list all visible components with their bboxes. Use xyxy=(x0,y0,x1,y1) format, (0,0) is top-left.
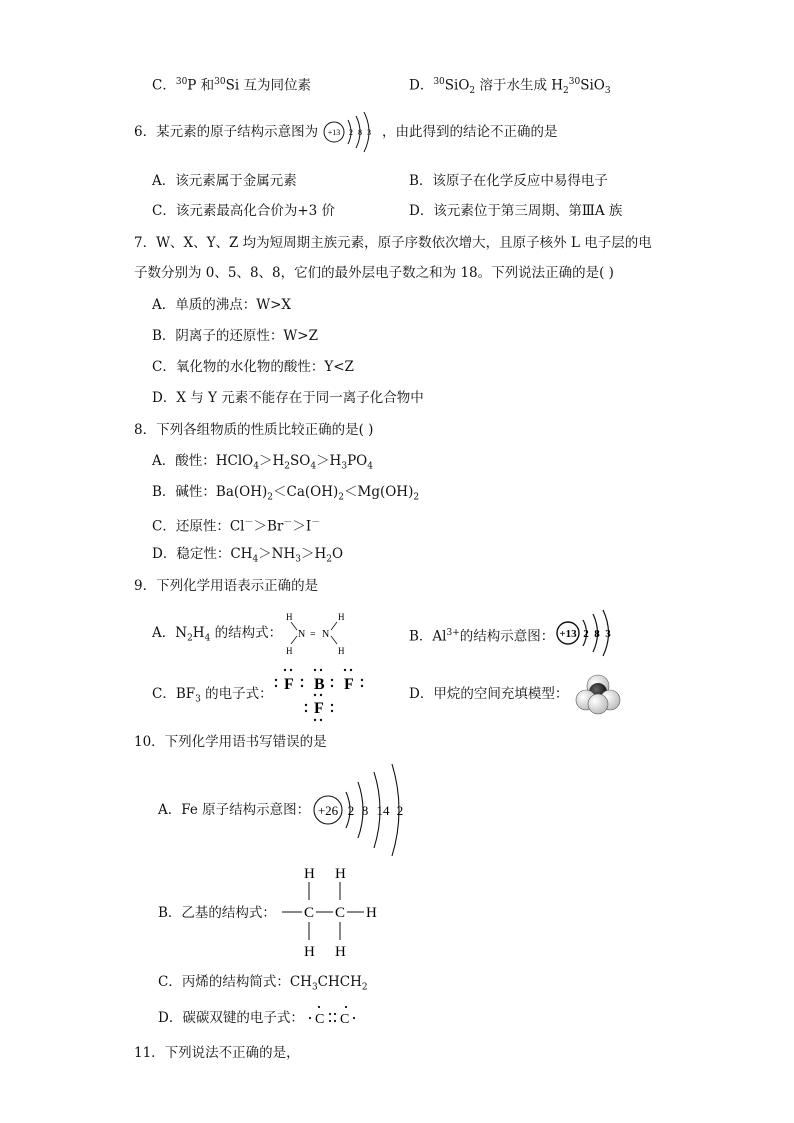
q9-option-d: D．甲烷的空间充填模型： xyxy=(409,686,569,702)
q6-shell-1: 2 xyxy=(349,128,353,137)
q9-bf3-electron-formula xyxy=(270,665,370,723)
q9-al3-ion-diagram xyxy=(554,608,618,658)
q9b-shell-1: 2 xyxy=(583,628,589,640)
q9a-atom-h2: H xyxy=(286,646,293,656)
q10b-atom-h2: H xyxy=(335,866,346,882)
q9c-atom-f3: F xyxy=(314,700,324,717)
q10-option-a: A．Fe 原子结构示意图： xyxy=(158,802,311,818)
q9b-shell-2: 8 xyxy=(594,628,600,640)
q9-stem: 9．下列化学用语表示正确的是 xyxy=(134,578,319,594)
q6-stem-post: ，由此得到的结论不正确的是 xyxy=(382,124,558,140)
q9a-atom-h1: H xyxy=(286,612,293,622)
q9a-atom-h3: H xyxy=(338,612,345,622)
q11-stem: 11．下列说法不正确的是， xyxy=(134,1045,300,1061)
q6-nucleus: +13 xyxy=(327,128,341,137)
q9-option-a: A．$N_2H_4$ 的结构式： xyxy=(152,625,283,644)
q10-option-c: C．丙烯的结构简式：$CH_3CHCH_2$ xyxy=(158,974,368,993)
q8-option-d: D．稳定性：$CH_4>NH_3>H_2O$ xyxy=(152,546,344,565)
q6-option-b: B．该原子在化学反应中易得电子 xyxy=(409,173,608,189)
q10a-shell-1: 2 xyxy=(347,803,355,818)
q10-cc-double-bond-electron-formula xyxy=(306,1003,366,1029)
q7-stem-line1: 7．W、X、Y、Z 均为短周期主族元素，原子序数依次增大，且原子核外 L 电子层的电 xyxy=(134,235,652,251)
q10b-atom-h3: H xyxy=(304,944,315,960)
q6-atom-diagram xyxy=(322,112,380,156)
q10a-shell-4: 2 xyxy=(396,803,404,818)
q6-shell-2: 8 xyxy=(358,128,362,137)
q6-shell-3: 3 xyxy=(367,128,371,137)
q8-stem: 8．下列各组物质的性质比较正确的是( ) xyxy=(134,422,374,438)
q9b-nucleus: +13 xyxy=(559,628,577,640)
q7-option-d: D．X 与 Y 元素不能存在于同一离子化合物中 xyxy=(152,390,424,406)
q10-ethyl-structure xyxy=(280,862,390,960)
q8-option-a: A．酸性：$HClO_4>H_2SO_4>H_3PO_4$ xyxy=(152,453,373,472)
q5-option-d: D．$^{30}$SiO$_2$ 溶于水生成 $H_2^{30}SiO_3$ xyxy=(409,77,611,97)
q10d-atom-c1: C xyxy=(315,1012,325,1027)
q10b-atom-h4: H xyxy=(335,944,346,960)
q9-option-c: C．$BF_3$ 的电子式： xyxy=(152,686,273,705)
q7-option-c: C．氧化物的水化物的酸性：Y<Z xyxy=(152,359,354,375)
q10b-atom-c2: C xyxy=(335,905,346,921)
q6-option-d: D．该元素位于第三周期、第ⅢA 族 xyxy=(409,203,623,219)
q9-option-b: B．$Al^{3+}$的结构示意图： xyxy=(409,628,555,645)
q10a-shell-2: 8 xyxy=(361,803,369,818)
q7-option-a: A．单质的沸点：W>X xyxy=(152,297,292,313)
q8-option-b: B．碱性：$Ba(OH)_2<Ca(OH)_2<Mg(OH)_2$ xyxy=(152,484,420,503)
q10b-atom-h1: H xyxy=(304,866,315,882)
q7-option-b: B．阴离子的还原性：W>Z xyxy=(152,328,318,344)
q10d-atom-c2: C xyxy=(340,1012,350,1027)
q9b-shell-3: 3 xyxy=(605,628,611,640)
q8-option-c: C．还原性：Cl－＞Br－＞I－ xyxy=(152,518,321,535)
q6-stem-pre: 6．某元素的原子结构示意图为 xyxy=(134,124,319,140)
q5-option-c: C．$^{30}$P 和$^{30}$Si 互为同位素 xyxy=(152,77,311,94)
q10-fe-atom-diagram xyxy=(310,762,410,858)
q9-methane-space-filling-model xyxy=(574,672,626,716)
q9c-atom-f1: F xyxy=(284,676,294,693)
q10b-atom-c1: C xyxy=(304,905,315,921)
q6-option-a: A．该元素属于金属元素 xyxy=(152,173,297,189)
q9a-atom-h4: H xyxy=(338,646,345,656)
q9a-atom-n1: N xyxy=(298,629,306,640)
q9c-atom-b: B xyxy=(314,676,325,693)
q9a-atom-n2: N xyxy=(322,629,330,640)
q10-option-d: D．碳碳双键的电子式： xyxy=(158,1010,304,1026)
q10a-nucleus: +26 xyxy=(317,803,339,818)
q9-n2h4-structure xyxy=(280,608,360,656)
q10-option-b: B．乙基的结构式： xyxy=(158,905,276,921)
q9a-double-bond: = xyxy=(310,629,316,640)
q10-stem: 10．下列化学用语书写错误的是 xyxy=(134,734,327,750)
q10a-shell-3: 14 xyxy=(376,803,390,818)
q10b-atom-h5: H xyxy=(366,905,377,921)
q9c-atom-f2: F xyxy=(344,676,354,693)
q7-stem-line2: 子数分别为 0、5、8、8，它们的最外层电子数之和为 18。下列说法正确的是( ) xyxy=(134,265,614,281)
q6-option-c: C．该元素最高化合价为+3 价 xyxy=(152,203,336,219)
